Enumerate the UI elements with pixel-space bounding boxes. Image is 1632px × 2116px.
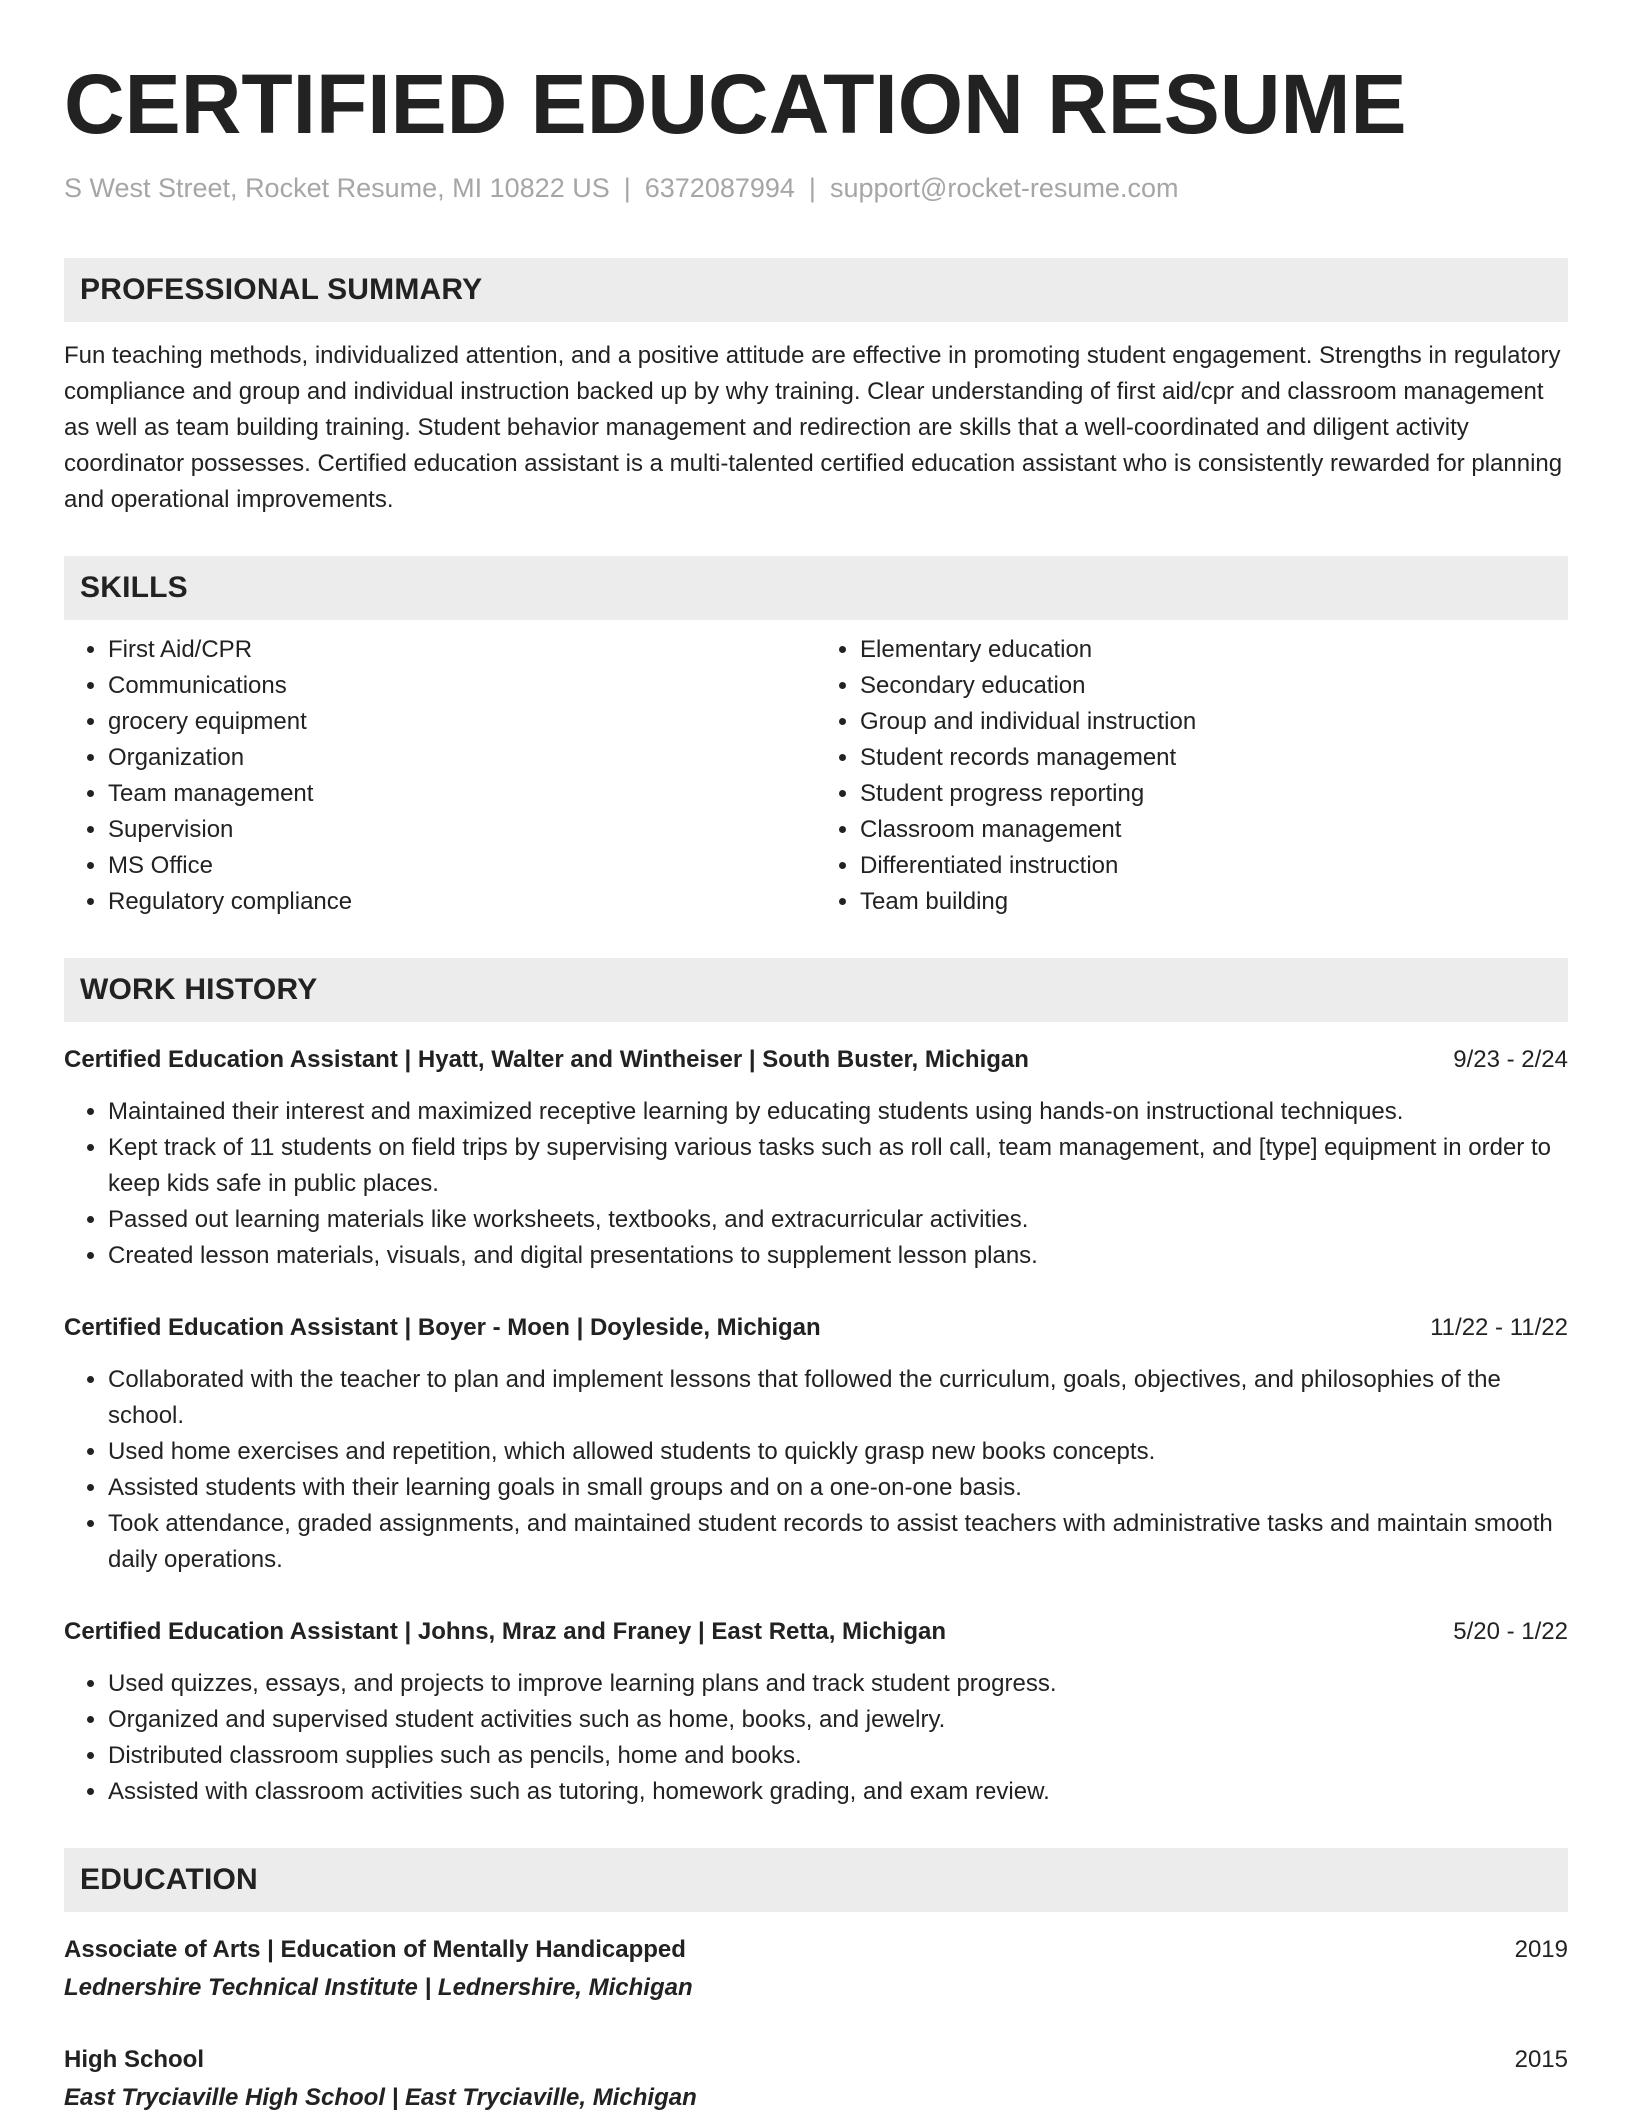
skill-item: • Student records management xyxy=(860,740,1568,776)
job-dates: 11/22 - 11/22 xyxy=(1430,1314,1568,1341)
resume-title: CERTIFIED EDUCATION RESUME xyxy=(64,57,1407,151)
skill-item: • Secondary education xyxy=(860,668,1568,704)
job-entry xyxy=(64,1310,1568,1578)
education-header xyxy=(64,1932,1568,1968)
job-title: Certified Education Assistant | Johns, Mraz and Franey | East Retta, Michigan xyxy=(64,1618,947,1645)
contact-email: support@rocket-resume.com xyxy=(829,173,1179,203)
job-bullets xyxy=(64,1666,1568,1810)
summary-text: Fun teaching methods, individualized attention, and a positive attitude are effective in promoting student engagement. Strengths in regulatory compliance and group and individual instruction backed up by why training. Clear understanding of first aid/cpr and classroom management as well as team building training. Student behavior management and redirection are skills that a well-coordinated and diligent activity coordinator possesses. Certified education assistant is a multi-talented certified education assistant who is consistently rewarded for planning and operational improvements. xyxy=(64,342,1563,513)
job-header xyxy=(64,1614,1568,1650)
education-header xyxy=(64,2042,1568,2078)
contact-phone: 6372087994 xyxy=(644,173,795,203)
contact-separator: | xyxy=(623,173,631,203)
skills-list xyxy=(64,632,1568,920)
skill-item: • Communications xyxy=(108,668,816,704)
contact-line xyxy=(64,170,1568,206)
education-year: 2015 xyxy=(1514,2046,1568,2073)
education-degree: Associate of Arts | Education of Mentally Handicapped xyxy=(64,1936,686,1963)
job-title: Certified Education Assistant | Boyer - Moen | Doyleside, Michigan xyxy=(64,1314,821,1341)
job-bullet: • Maintained their interest and maximized receptive learning by educating students using hands-on instructional techniques. xyxy=(108,1094,1568,1130)
education-school: East Tryciaville High School | East Tryciaville, Michigan xyxy=(64,2084,697,2111)
job-dates: 9/23 - 2/24 xyxy=(1453,1046,1568,1073)
job-header xyxy=(64,1042,1568,1078)
contact-address: S West Street, Rocket Resume, MI 10822 US xyxy=(64,173,610,203)
skill-item: • Supervision xyxy=(108,812,816,848)
skill-item: • Team management xyxy=(108,776,816,812)
job-bullet: • Took attendance, graded assignments, and maintained student records to assist teachers with administrative tasks and maintain smooth daily operations. xyxy=(108,1506,1568,1578)
education-school: Lednershire Technical Institute | Lednershire, Michigan xyxy=(64,1974,693,2001)
skill-item: • Group and individual instruction xyxy=(860,704,1568,740)
skill-item: • Regulatory compliance xyxy=(108,884,816,920)
skill-item: • Organization xyxy=(108,740,816,776)
skill-item: • Team building xyxy=(860,884,1568,920)
job-entry xyxy=(64,1614,1568,1810)
skills-column-right xyxy=(816,632,1568,920)
job-bullet: • Kept track of 11 students on field trips by supervising various tasks such as roll call, team management, and [type] equipment in order to keep kids safe in public places. xyxy=(108,1130,1568,1202)
education-entry xyxy=(64,1932,1568,2006)
education-year: 2019 xyxy=(1514,1936,1568,1963)
skill-item: • MS Office xyxy=(108,848,816,884)
education-degree: High School xyxy=(64,2046,204,2073)
contact-separator: | xyxy=(808,173,816,203)
job-bullet: • Distributed classroom supplies such as pencils, home and books. xyxy=(108,1738,1568,1774)
job-dates: 5/20 - 1/22 xyxy=(1453,1618,1568,1645)
work-history-heading: WORK HISTORY xyxy=(64,958,1568,1022)
skill-item: • grocery equipment xyxy=(108,704,816,740)
job-bullet: • Assisted students with their learning goals in small groups and on a one-on-one basis. xyxy=(108,1470,1568,1506)
education-entry xyxy=(64,2042,1568,2116)
skill-item: • Differentiated instruction xyxy=(860,848,1568,884)
summary-heading: PROFESSIONAL SUMMARY xyxy=(64,258,1568,322)
skills-column-left xyxy=(64,632,816,920)
job-header xyxy=(64,1310,1568,1346)
job-bullets xyxy=(64,1362,1568,1578)
skill-item: • First Aid/CPR xyxy=(108,632,816,668)
job-bullet: • Used quizzes, essays, and projects to improve learning plans and track student progress. xyxy=(108,1666,1568,1702)
skill-item: • Classroom management xyxy=(860,812,1568,848)
job-entry xyxy=(64,1042,1568,1274)
skills-heading: SKILLS xyxy=(64,556,1568,620)
skill-item: • Elementary education xyxy=(860,632,1568,668)
job-bullet: • Created lesson materials, visuals, and digital presentations to supplement lesson plans. xyxy=(108,1238,1568,1274)
job-bullet: • Passed out learning materials like worksheets, textbooks, and extracurricular activities. xyxy=(108,1202,1568,1238)
job-title: Certified Education Assistant | Hyatt, Walter and Wintheiser | South Buster, Michigan xyxy=(64,1046,1029,1073)
job-bullet: • Assisted with classroom activities such as tutoring, homework grading, and exam review. xyxy=(108,1774,1568,1810)
education-heading: EDUCATION xyxy=(64,1848,1568,1912)
job-bullet: • Used home exercises and repetition, which allowed students to quickly grasp new books concepts. xyxy=(108,1434,1568,1470)
job-bullet: • Organized and supervised student activities such as home, books, and jewelry. xyxy=(108,1702,1568,1738)
skill-item: • Student progress reporting xyxy=(860,776,1568,812)
job-bullet: • Collaborated with the teacher to plan and implement lessons that followed the curriculum, goals, objectives, and philosophies of the school. xyxy=(108,1362,1568,1434)
job-bullets xyxy=(64,1094,1568,1274)
